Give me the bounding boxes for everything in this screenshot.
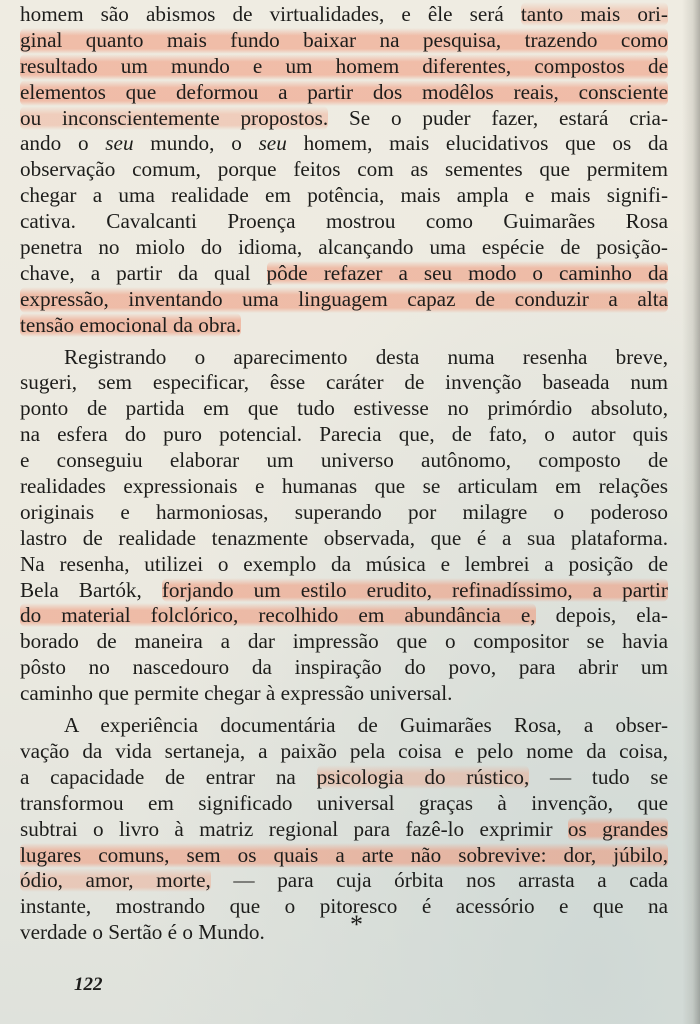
text-line: caminho que permite chegar à expressão universal.: [20, 681, 453, 706]
paragraph-1: [20, 2, 668, 339]
text-line: vação da vida sertaneja, a paixão pela coisa e pelo nome da coisa,: [20, 738, 668, 763]
text-line: chegar a uma realidade em potência, mais ampla e mais signifi-: [20, 183, 668, 208]
text-line: originais e harmoniosas, superando por milagre o poderoso: [20, 499, 668, 524]
text-line: subtrai o livro à matriz regional para fazê-lo exprimir os grandes: [20, 816, 669, 841]
page-edge-shadow: [682, 0, 700, 1024]
page-number: 122: [74, 974, 103, 995]
text-line: transformou em significado universal graças à invenção, que: [20, 790, 668, 815]
text-line: ou inconscientemente propostos. Se o puder fazer, estará cria-: [20, 105, 668, 130]
paragraph-3: [20, 713, 668, 946]
text-line: lugares comuns, sem os quais a arte não sobrevive: dor, júbilo,: [20, 842, 668, 867]
text-line: sugeri, sem especificar, êsse caráter de invenção baseada num: [20, 370, 668, 395]
text-line: penetra no miolo do idioma, alcançando uma espécie de posição-: [20, 235, 668, 260]
text-line: Na resenha, utilizei o exemplo da música e lembrei a posição de: [20, 551, 668, 576]
text-line: lastro de realidade tenazmente observada, que é a sua plataforma.: [20, 525, 668, 550]
text-line: ginal quanto mais fundo baixar na pesquisa, trazendo como: [20, 27, 668, 52]
text-line: do material folclórico, recolhido em abundância e, depois, ela-: [20, 603, 668, 628]
text-line: verdade o Sertão é o Mundo.: [20, 920, 265, 945]
text-line: observação comum, porque feitos com as sementes que permitem: [20, 157, 668, 182]
text-line: a capacidade de entrar na psicologia do rústico, — tudo se: [20, 764, 668, 789]
text-line: ódio, amor, morte, — para cuja órbita nos arrasta a cada: [20, 868, 668, 893]
text-line: cativa. Cavalcanti Proença mostrou como Guimarães Rosa: [20, 209, 668, 234]
text-line: expressão, inventando uma linguagem capaz de conduzir a alta: [20, 286, 668, 311]
text-line: elementos que deformou a partir dos modêlos reais, consciente: [20, 79, 668, 104]
text-line: Registrando o aparecimento desta numa resenha breve,: [64, 344, 668, 369]
text-line: resultado um mundo e um homem diferentes, compostos de: [20, 53, 668, 78]
text-line: na esfera do puro potencial. Parecia que, de fato, o autor quis: [20, 422, 668, 447]
text-line: pôsto no nascedouro da inspiração do povo, para abrir um: [20, 655, 668, 680]
text-line: chave, a partir da qual pôde refazer a seu modo o caminho da: [20, 260, 668, 285]
text-line: e conseguiu elaborar um universo autônomo, composto de: [20, 448, 668, 473]
text-line: tensão emocional da obra.: [20, 312, 242, 337]
text-line: borado de maneira a dar impressão que o compositor se havia: [20, 629, 668, 654]
text-line: ando o seu mundo, o seu homem, mais elucidativos que os da: [20, 131, 669, 156]
paragraph-2: [20, 345, 668, 707]
body-text: [20, 2, 668, 946]
text-line: A experiência documentária de Guimarães Rosa, a obser-: [64, 713, 668, 738]
text-line: ponto de partida em que tudo estivesse no primórdio absoluto,: [20, 396, 668, 421]
section-separator: *: [350, 910, 363, 939]
text-line: Bela Bartók, forjando um estilo erudito, refinadíssimo, a partir: [20, 577, 668, 602]
text-line: homem são abismos de virtualidades, e êle será tanto mais ori-: [20, 2, 668, 26]
text-line: realidades expressionais e humanas que se articulam em relações: [20, 474, 668, 499]
text-line: instante, mostrando que o pitoresco é acessório e que na: [20, 894, 668, 919]
